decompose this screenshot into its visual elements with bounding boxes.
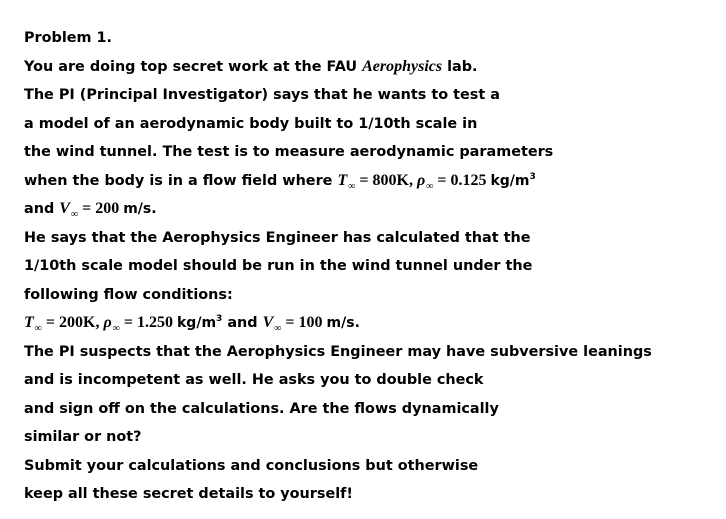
math-temperature: $T_\infty = 200K$: [24, 314, 96, 334]
text-line-1: [24, 57, 714, 86]
text-line-16: keep all these secret details to yourself!: [24, 486, 353, 502]
math-temperature: $T_\infty = 800K$: [337, 171, 409, 192]
text-span: lab.: [442, 58, 478, 75]
text-line-5: [24, 171, 714, 200]
text-line-12: and is incompetent as well. He asks you to double check: [24, 372, 484, 388]
text-line-6: [24, 199, 714, 228]
math-comma: ,: [408, 171, 417, 189]
math-velocity: $V_\infty = 100$: [262, 314, 327, 334]
velocity-unit: m/s.: [123, 201, 157, 217]
text-line-8: 1/10th scale model should be run in the wind tunnel under the: [24, 258, 533, 274]
problem-document: [24, 28, 714, 513]
math-density: $\rho_\infty = 1.250$: [103, 314, 177, 334]
problem-title: Problem 1.: [24, 30, 113, 46]
text-line-7: He says that the Aerophysics Engineer has calculated that the: [24, 229, 531, 246]
text-span: and: [222, 315, 263, 331]
math-comma: ,: [95, 314, 104, 331]
text-line-3: a model of an aerodynamic body built to 1/10th scale in: [24, 115, 478, 132]
text-line-9: following flow conditions:: [24, 286, 233, 303]
text-line-10: [24, 313, 714, 342]
text-line-15: Submit your calculations and conclusions but otherwise: [24, 457, 479, 474]
math-density: $\rho_\infty = 0.125$: [416, 171, 491, 192]
text-line-2: The PI (Principal Investigator) says that he wants to test a: [24, 87, 500, 103]
density-unit: $kg/m^3$: [490, 171, 536, 189]
text-line-4: the wind tunnel. The test is to measure aerodynamic parameters: [24, 144, 554, 160]
text-line-14: similar or not?: [24, 429, 142, 445]
math-velocity: $V_\infty = 200$: [59, 200, 124, 220]
text-span: and: [24, 201, 60, 217]
text-line-11: The PI suspects that the Aerophysics Engineer may have subversive leanings: [24, 343, 652, 360]
density-unit: $kg/m^3$: [177, 314, 223, 331]
velocity-unit: m/s.: [326, 315, 360, 331]
text-span: when the body is in a flow field where: [24, 172, 338, 189]
lab-name: Aerophysics: [362, 57, 443, 75]
text-line-13: and sign off on the calculations. Are the flows dynamically: [24, 400, 499, 417]
text-span: You are doing top secret work at the FAU: [24, 58, 363, 75]
